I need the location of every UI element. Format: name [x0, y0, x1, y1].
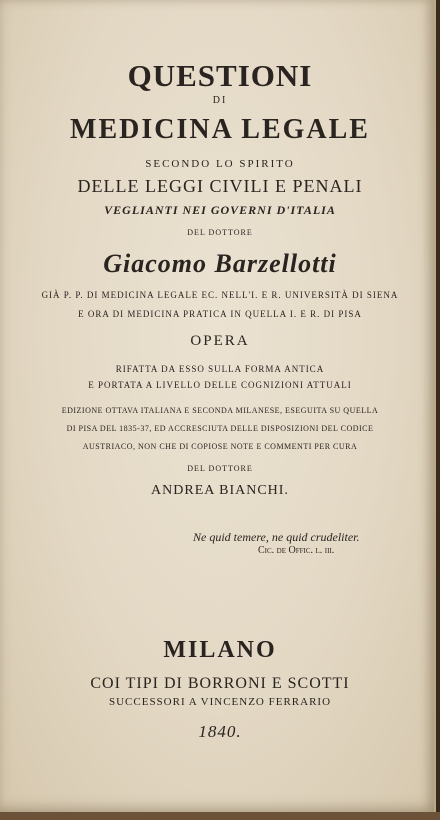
author-name: Giacomo Barzellotti — [103, 249, 337, 278]
secondo-line: SECONDO LO SPIRITO — [145, 158, 295, 170]
rifatta-line: RIFATTA DA ESSO SULLA FORMA ANTICA — [115, 364, 325, 374]
del-dottore-line: DEL DOTTORE — [187, 228, 253, 237]
book-subtitle: MEDICINA LEGALE — [70, 114, 370, 145]
publication-city: MILANO — [163, 637, 277, 663]
book-edge — [0, 812, 440, 820]
edition-line-3: AUSTRIACO, NON CHE DI COPIOSE NOTE E COMMENTI PER CURA — [82, 442, 358, 451]
leggi-line: DELLE LEGGI CIVILI E PENALI — [77, 176, 363, 196]
printer-line: COI TIPI DI BORRONI E SCOTTI — [90, 675, 350, 692]
author-credentials-1: GIÀ P. P. DI MEDICINA LEGALE EC. NELL'I. E R. UNIVERSITÀ DI SIENA — [41, 290, 399, 300]
del-dottore-line-2: DEL DOTTORE — [187, 464, 253, 473]
edition-line-2: DI PISA DEL 1835-37, ED ACCRESCIUTA DELLE DISPOSIZIONI DEL CODICE — [66, 424, 374, 433]
veglianti-line: VEGLIANTI NEI GOVERNI D'ITALIA — [104, 203, 336, 217]
editor-name: ANDREA BIANCHI. — [151, 483, 289, 498]
portata-line: E PORTATA A LIVELLO DELLE COGNIZIONI ATTUALI — [88, 380, 352, 390]
book-title: QUESTIONI — [127, 58, 313, 93]
edition-line-1: EDIZIONE OTTAVA ITALIANA E SECONDA MILANESE, ESEGUITA SU QUELLA — [61, 406, 379, 415]
successors-line: SUCCESSORI A VINCENZO FERRARIO — [108, 696, 332, 708]
publication-year: 1840. — [198, 722, 242, 741]
author-credentials-2: E ORA DI MEDICINA PRATICA IN QUELLA I. E R. DI PISA — [78, 309, 362, 319]
title-connector: DI — [212, 95, 228, 106]
epigraph-source: Cic. de Offic. l. iii. — [258, 545, 335, 556]
opera-label: OPERA — [190, 333, 250, 349]
epigraph: Ne quid temere, ne quid crudeliter. — [193, 530, 360, 544]
